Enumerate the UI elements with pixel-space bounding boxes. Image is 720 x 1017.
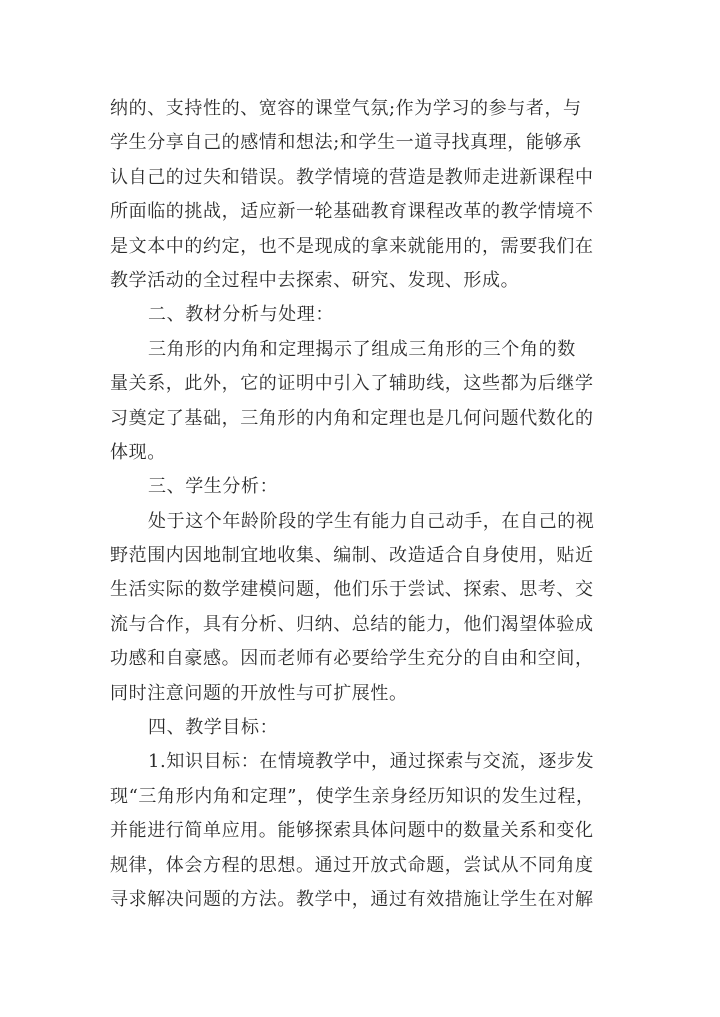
paragraph-line: 是文本中的约定，也不是现成的拿来就能用的，需要我们在 xyxy=(110,235,594,257)
paragraph-line: 习奠定了基础，三角形的内角和定理也是几何问题代数化的 xyxy=(110,407,594,429)
paragraph-line: 1.知识目标：在情境教学中，通过探索与交流，逐步发 xyxy=(148,751,595,773)
paragraph-line: 并能进行简单应用。能够探索具体问题中的数量关系和变化 xyxy=(110,820,594,842)
paragraph-line: 寻求解决问题的方法。教学中，通过有效措施让学生在对解 xyxy=(110,888,594,910)
paragraph-line: 体现。 xyxy=(110,441,166,463)
section-heading-teaching-goals: 四、教学目标： xyxy=(148,717,279,739)
section-heading-student-analysis: 三、学生分析： xyxy=(148,476,279,498)
paragraph-line: 认自己的过失和错误。教学情境的营造是教师走进新课程中 xyxy=(110,166,594,188)
paragraph-line: 学生分享自己的感情和想法;和学生一道寻找真理，能够承 xyxy=(110,132,582,154)
paragraph-line: 功感和自豪感。因而老师有必要给学生充分的自由和空间， xyxy=(110,648,594,670)
paragraph-line: 野范围内因地制宜地收集、编制、改造适合自身使用，贴近 xyxy=(110,545,594,567)
paragraph-line: 生活实际的数学建模问题，他们乐于尝试、探索、思考、交 xyxy=(110,579,594,601)
paragraph-line: 流与合作，具有分析、归纳、总结的能力，他们渴望体验成 xyxy=(110,613,594,635)
paragraph-line: 现“三角形内角和定理”，使学生亲身经历知识的发生过程， xyxy=(110,785,595,807)
section-heading-textbook-analysis: 二、教材分析与处理： xyxy=(148,304,334,326)
paragraph-line: 所面临的挑战，适应新一轮基础教育课程改革的教学情境不 xyxy=(110,201,594,223)
paragraph-line: 规律，体会方程的思想。通过开放式命题，尝试从不同角度 xyxy=(110,854,594,876)
body-text xyxy=(110,92,618,917)
paragraph-line: 同时注意问题的开放性与可扩展性。 xyxy=(110,682,408,704)
paragraph-line: 三角形的内角和定理揭示了组成三角形的三个角的数 xyxy=(148,338,576,360)
paragraph-line: 纳的、支持性的、宽容的课堂气氛;作为学习的参与者，与 xyxy=(110,98,582,119)
paragraph-line: 处于这个年龄阶段的学生有能力自己动手，在自己的视 xyxy=(148,510,595,532)
paragraph-line: 教学活动的全过程中去探索、研究、发现、形成。 xyxy=(110,269,520,291)
paragraph-line: 量关系，此外，它的证明中引入了辅助线，这些都为后继学 xyxy=(110,373,594,395)
